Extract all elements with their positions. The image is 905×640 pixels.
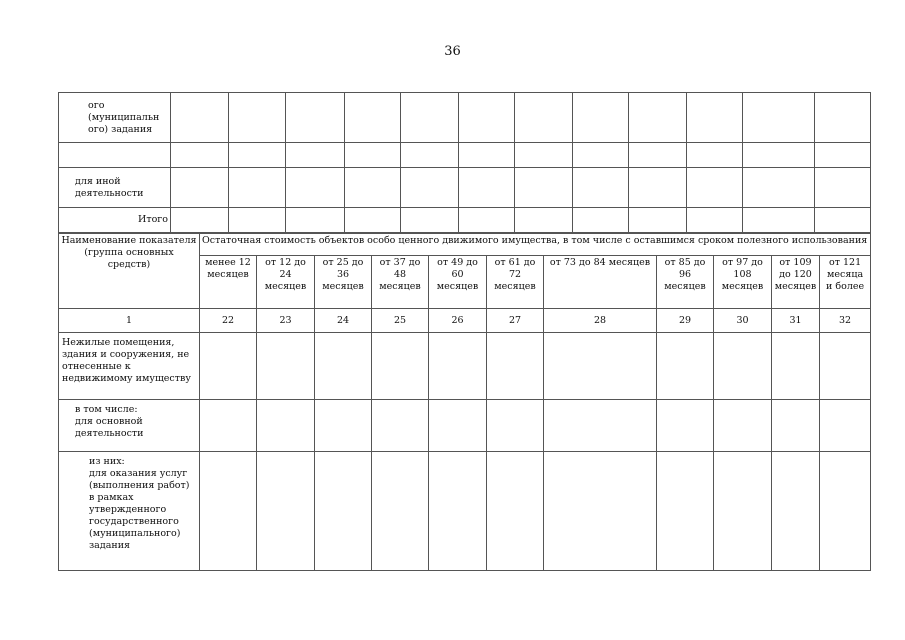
value-cell[interactable] [315, 400, 372, 452]
upper-value-cell[interactable] [743, 143, 815, 168]
upper-value-cell[interactable] [171, 208, 229, 233]
upper-value-cell[interactable] [515, 93, 573, 143]
value-cell[interactable] [429, 452, 487, 571]
upper-value-cell[interactable] [286, 168, 345, 208]
upper-value-cell[interactable] [515, 143, 573, 168]
value-cell[interactable] [772, 333, 820, 400]
upper-value-cell[interactable] [743, 208, 815, 233]
upper-row-label: Итого [59, 208, 171, 233]
row-label: из них: для оказания услуг (выполнения работ) в рамках утвержденного государственного (муниципального) задания [59, 452, 200, 571]
upper-value-cell[interactable] [573, 143, 629, 168]
upper-value-cell[interactable] [171, 168, 229, 208]
column-header: от 37 до 48 месяцев [372, 256, 429, 309]
value-cell[interactable] [657, 400, 714, 452]
column-number: 24 [315, 309, 372, 333]
column-number: 32 [820, 309, 871, 333]
column-number: 31 [772, 309, 820, 333]
upper-value-cell[interactable] [229, 208, 286, 233]
value-cell[interactable] [315, 452, 372, 571]
upper-value-cell[interactable] [459, 93, 515, 143]
column-number: 28 [544, 309, 657, 333]
column-number: 26 [429, 309, 487, 333]
upper-value-cell[interactable] [573, 168, 629, 208]
table-row [59, 400, 871, 452]
value-cell[interactable] [315, 333, 372, 400]
upper-value-cell[interactable] [815, 168, 871, 208]
column-header: от 25 до 36 месяцев [315, 256, 372, 309]
column-number: 29 [657, 309, 714, 333]
table-row [59, 333, 871, 400]
value-cell[interactable] [200, 400, 257, 452]
upper-row-label: ого (муниципальн ого) задания [59, 93, 171, 143]
value-cell[interactable] [714, 452, 772, 571]
value-cell[interactable] [429, 400, 487, 452]
upper-value-cell[interactable] [171, 143, 229, 168]
row-label: Нежилые помещения, здания и сооружения, не отнесенные к недвижимому имуществу [59, 333, 200, 400]
upper-value-cell[interactable] [515, 168, 573, 208]
upper-value-cell[interactable] [229, 143, 286, 168]
value-cell[interactable] [487, 400, 544, 452]
upper-table [58, 92, 871, 233]
upper-value-cell[interactable] [345, 168, 401, 208]
upper-value-cell[interactable] [345, 143, 401, 168]
value-cell[interactable] [372, 333, 429, 400]
value-cell[interactable] [487, 333, 544, 400]
value-cell[interactable] [372, 452, 429, 571]
table-row [59, 452, 871, 571]
upper-value-cell[interactable] [743, 168, 815, 208]
value-cell[interactable] [372, 400, 429, 452]
upper-value-cell[interactable] [401, 208, 459, 233]
upper-value-cell[interactable] [573, 93, 629, 143]
column-number: 1 [59, 309, 200, 333]
value-cell[interactable] [657, 333, 714, 400]
value-cell[interactable] [544, 333, 657, 400]
upper-value-cell[interactable] [229, 168, 286, 208]
column-number: 23 [257, 309, 315, 333]
value-cell[interactable] [714, 400, 772, 452]
column-header: от 121 месяца и более [820, 256, 871, 309]
upper-value-cell[interactable] [401, 168, 459, 208]
upper-value-cell[interactable] [629, 168, 687, 208]
lower-table [58, 233, 871, 571]
value-cell[interactable] [257, 333, 315, 400]
value-cell[interactable] [820, 400, 871, 452]
upper-row-label: для иной деятельности [59, 168, 171, 208]
upper-value-cell[interactable] [171, 93, 229, 143]
column-header: от 12 до 24 месяцев [257, 256, 315, 309]
upper-row [59, 143, 871, 168]
upper-value-cell[interactable] [815, 208, 871, 233]
column-header: от 97 до 108 месяцев [714, 256, 772, 309]
upper-value-cell[interactable] [286, 143, 345, 168]
column-number: 22 [200, 309, 257, 333]
value-cell[interactable] [257, 400, 315, 452]
value-cell[interactable] [820, 452, 871, 571]
upper-value-cell[interactable] [815, 93, 871, 143]
upper-value-cell[interactable] [687, 143, 743, 168]
column-number: 25 [372, 309, 429, 333]
upper-value-cell[interactable] [629, 93, 687, 143]
column-header: менее 12 месяцев [200, 256, 257, 309]
upper-value-cell[interactable] [459, 168, 515, 208]
upper-value-cell[interactable] [459, 208, 515, 233]
row-label: в том числе: для основной деятельности [59, 400, 200, 452]
upper-value-cell[interactable] [687, 168, 743, 208]
upper-value-cell[interactable] [515, 208, 573, 233]
value-cell[interactable] [820, 333, 871, 400]
value-cell[interactable] [257, 452, 315, 571]
upper-value-cell[interactable] [345, 208, 401, 233]
upper-value-cell[interactable] [401, 93, 459, 143]
value-cell[interactable] [200, 333, 257, 400]
header-residual-value: Остаточная стоимость объектов особо ценного движимого имущества, в том числе с оставшимся сроком полезного использования [200, 234, 871, 256]
upper-row [59, 208, 871, 233]
value-cell[interactable] [544, 400, 657, 452]
value-cell[interactable] [429, 333, 487, 400]
value-cell[interactable] [772, 400, 820, 452]
value-cell[interactable] [657, 452, 714, 571]
value-cell[interactable] [487, 452, 544, 571]
upper-value-cell[interactable] [629, 143, 687, 168]
column-header: от 109 до 120 месяцев [772, 256, 820, 309]
header-indicator-name [59, 234, 200, 309]
value-cell[interactable] [544, 452, 657, 571]
column-number: 30 [714, 309, 772, 333]
upper-row-label [59, 143, 171, 168]
value-cell[interactable] [772, 452, 820, 571]
upper-value-cell[interactable] [629, 208, 687, 233]
upper-value-cell[interactable] [345, 93, 401, 143]
column-header: от 61 до 72 месяцев [487, 256, 544, 309]
upper-value-cell[interactable] [401, 143, 459, 168]
upper-value-cell[interactable] [229, 93, 286, 143]
column-header: от 73 до 84 месяцев [544, 256, 657, 309]
upper-value-cell[interactable] [743, 93, 815, 143]
value-cell[interactable] [714, 333, 772, 400]
upper-value-cell[interactable] [687, 208, 743, 233]
column-header: от 85 до 96 месяцев [657, 256, 714, 309]
page-number: 36 [444, 44, 461, 59]
column-header: от 49 до 60 месяцев [429, 256, 487, 309]
upper-value-cell[interactable] [286, 208, 345, 233]
column-number: 27 [487, 309, 544, 333]
upper-value-cell[interactable] [286, 93, 345, 143]
upper-value-cell[interactable] [687, 93, 743, 143]
header-indicator-label: Наименование показателя (группа основных средств) [61, 235, 197, 270]
upper-value-cell[interactable] [459, 143, 515, 168]
upper-value-cell[interactable] [815, 143, 871, 168]
value-cell[interactable] [200, 452, 257, 571]
upper-row [59, 168, 871, 208]
upper-value-cell[interactable] [573, 208, 629, 233]
upper-row [59, 93, 871, 143]
